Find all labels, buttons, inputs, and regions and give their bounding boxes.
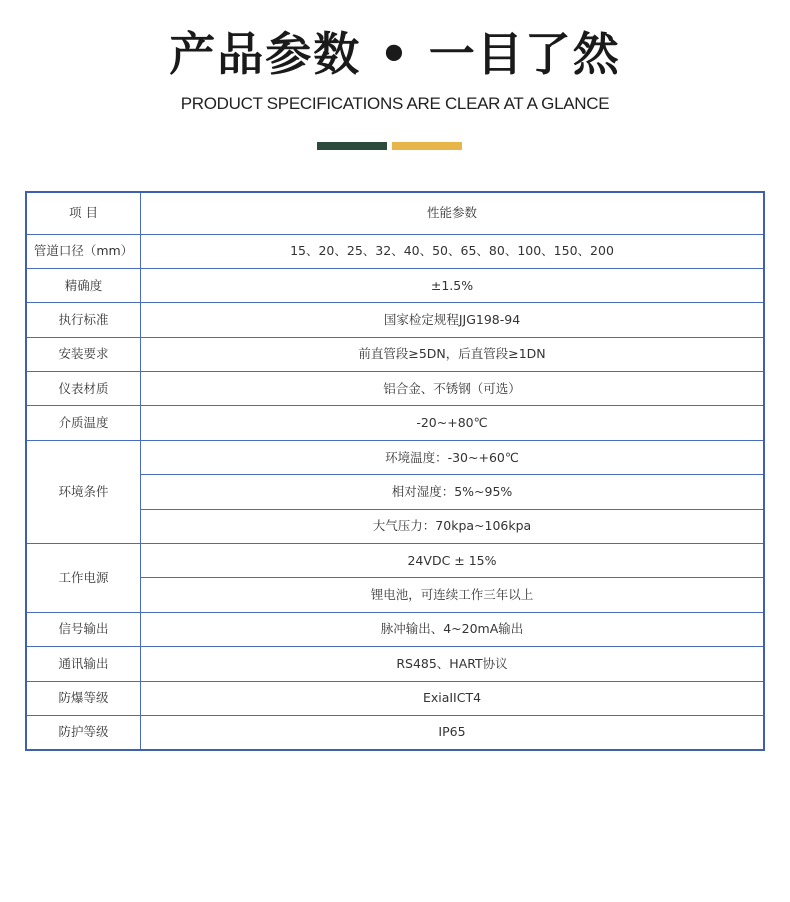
header-value-cell: 性能参数 bbox=[141, 192, 765, 234]
row-value: 15、20、25、32、40、50、65、80、100、150、200 bbox=[141, 234, 765, 268]
row-value: 前直管段≥5DN，后直管段≥1DN bbox=[141, 337, 765, 371]
table-row bbox=[26, 681, 764, 715]
table-row bbox=[26, 544, 764, 578]
table-row bbox=[26, 647, 764, 681]
row-value: 国家检定规程JJG198-94 bbox=[141, 303, 765, 337]
row-value: 脉冲输出、4~20mA输出 bbox=[141, 612, 765, 646]
table-row bbox=[26, 715, 764, 749]
row-value: 相对湿度：5%~95% bbox=[141, 475, 765, 509]
row-value: ExiaIICT4 bbox=[141, 681, 765, 715]
table-row bbox=[26, 612, 764, 646]
row-value: IP65 bbox=[141, 715, 765, 749]
accent-bar-green bbox=[317, 142, 387, 150]
header-label-cell: 项 目 bbox=[26, 192, 141, 234]
row-label: 环境条件 bbox=[26, 440, 141, 543]
page-title: 产品参数 • 一目了然 bbox=[169, 27, 621, 81]
table-row bbox=[26, 337, 764, 371]
row-value: 环境温度：-30~+60℃ bbox=[141, 440, 765, 474]
row-label: 仪表材质 bbox=[26, 372, 141, 406]
row-label: 介质温度 bbox=[26, 406, 141, 440]
table-row bbox=[26, 406, 764, 440]
row-label: 精确度 bbox=[26, 268, 141, 302]
row-label: 防爆等级 bbox=[26, 681, 141, 715]
row-value: 锂电池，可连续工作三年以上 bbox=[141, 578, 765, 612]
row-label: 信号输出 bbox=[26, 612, 141, 646]
row-label: 通讯输出 bbox=[26, 647, 141, 681]
row-value: 24VDC ± 15% bbox=[141, 544, 765, 578]
accent-bar-gold bbox=[392, 142, 462, 150]
row-value: 大气压力：70kpa~106kpa bbox=[141, 509, 765, 543]
row-label: 管道口径（mm） bbox=[26, 234, 141, 268]
row-value: RS485、HART协议 bbox=[141, 647, 765, 681]
row-value: 铝合金、不锈钢（可选） bbox=[141, 372, 765, 406]
row-label: 工作电源 bbox=[26, 544, 141, 613]
table-row bbox=[26, 372, 764, 406]
row-label: 防护等级 bbox=[26, 715, 141, 749]
spec-table bbox=[25, 191, 765, 751]
table-row bbox=[26, 234, 764, 268]
table-row bbox=[26, 268, 764, 302]
row-value: ±1.5% bbox=[141, 268, 765, 302]
table-row bbox=[26, 440, 764, 474]
page-subtitle: PRODUCT SPECIFICATIONS ARE CLEAR AT A GLANCE bbox=[180, 94, 610, 113]
row-label: 执行标准 bbox=[26, 303, 141, 337]
row-label: 安装要求 bbox=[26, 337, 141, 371]
table-row bbox=[26, 303, 764, 337]
row-value: -20~+80℃ bbox=[141, 406, 765, 440]
table-header-row bbox=[26, 192, 764, 234]
